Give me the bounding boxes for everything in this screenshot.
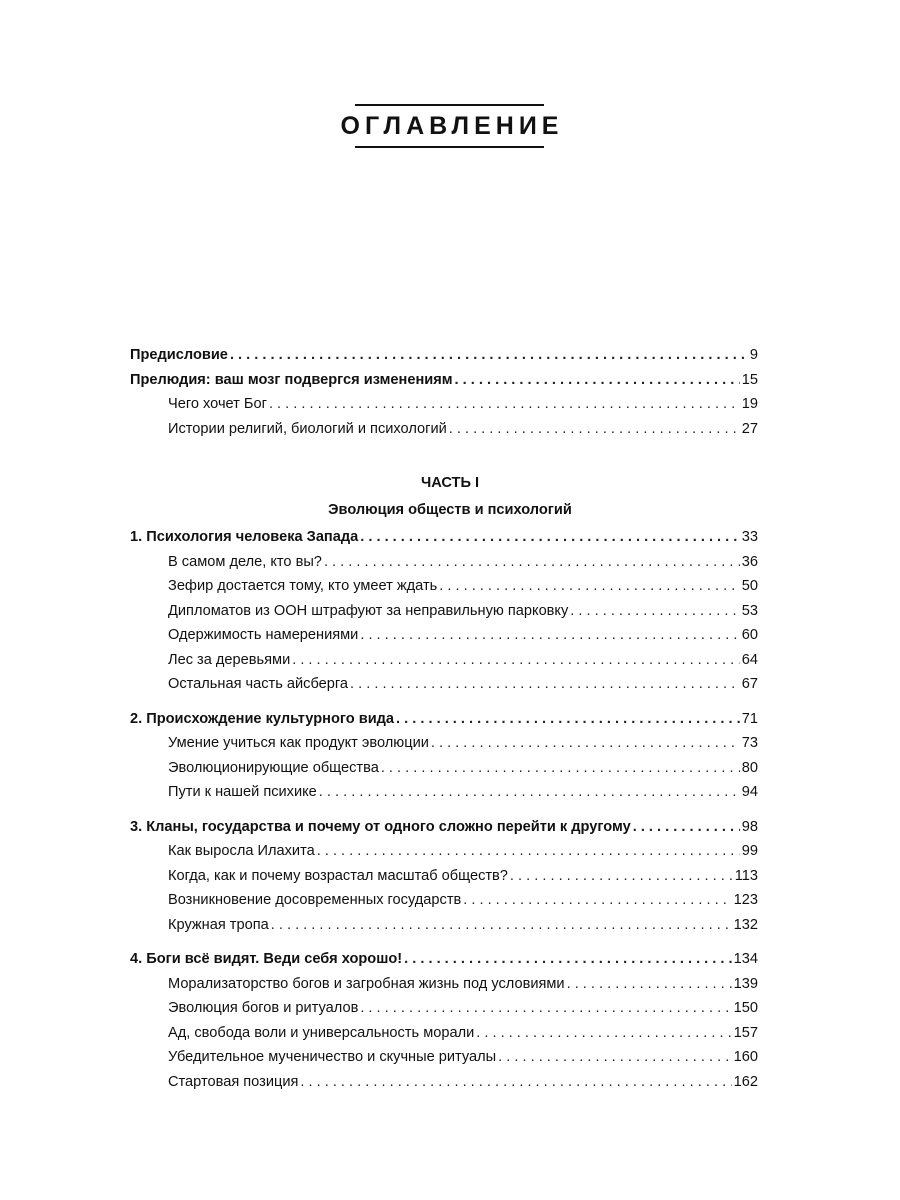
toc-entry-section[interactable]	[130, 1049, 758, 1074]
toc-entry-section[interactable]	[130, 917, 758, 942]
dot-leader	[455, 372, 740, 388]
toc-entry-title: 4. Боги всё видят. Веди себя хорошо!	[130, 951, 403, 967]
toc-entry-title: Пути к нашей психике	[168, 784, 317, 800]
toc-entry-section[interactable]	[130, 578, 758, 603]
toc-entry-section[interactable]	[130, 784, 758, 809]
dot-leader	[317, 843, 740, 859]
toc-chapter-1[interactable]	[130, 529, 758, 554]
toc-entry-page: 67	[741, 676, 758, 692]
toc-entry-section[interactable]	[130, 976, 758, 1001]
toc-entry-page: 150	[733, 1000, 758, 1016]
dot-leader	[381, 760, 740, 776]
toc-chapter-3[interactable]	[130, 819, 758, 844]
toc-entry-section[interactable]	[130, 735, 758, 760]
toc-entry-section[interactable]	[130, 892, 758, 917]
toc-entry-title: Дипломатов из ООН штрафуют за неправильную парковку	[168, 602, 569, 619]
toc-entry-title: Прелюдия: ваш мозг подвергся изменениям	[130, 371, 453, 388]
toc-entry-page: 134	[733, 951, 758, 967]
dot-leader	[463, 892, 731, 908]
toc-entry-title: Стартовая позиция	[168, 1073, 299, 1090]
toc-entry-title: Возникновение досовременных государств	[168, 892, 462, 908]
front-matter-list	[130, 347, 758, 445]
toc-entry-section[interactable]	[130, 1000, 758, 1025]
toc-entry-title: Предисловие	[130, 347, 228, 363]
dot-leader	[292, 652, 740, 668]
toc-entry-page: 157	[733, 1024, 758, 1041]
toc-chapter-4[interactable]	[130, 951, 758, 976]
toc-entry-preface[interactable]	[130, 347, 758, 372]
dot-leader	[350, 676, 740, 692]
part-heading	[130, 470, 770, 524]
toc-chapter-2[interactable]	[130, 711, 758, 736]
toc-entry-page: 94	[741, 784, 758, 800]
toc-entry-page: 64	[741, 651, 758, 668]
toc-entry-section[interactable]	[130, 843, 758, 868]
toc-entry-title: 2. Происхождение культурного вида	[130, 710, 395, 727]
toc-entry-page: 60	[741, 627, 758, 643]
toc-entry-page: 71	[741, 710, 758, 727]
chapter-gap	[130, 809, 758, 819]
toc-entry-section[interactable]	[130, 396, 758, 421]
toc-entry-title: Ад, свобода воли и универсальность морали	[168, 1024, 475, 1041]
toc-entry-title: Морализаторство богов и загробная жизнь под условиями	[168, 975, 565, 992]
toc-entry-section[interactable]	[130, 1025, 758, 1050]
toc-entry-title: 1. Психология человека Запада	[130, 529, 359, 545]
dot-leader	[404, 951, 732, 967]
toc-entry-section[interactable]	[130, 554, 758, 579]
dot-leader	[271, 917, 732, 933]
toc-entry-section[interactable]	[130, 627, 758, 652]
toc-entry-title: Остальная часть айсберга	[168, 676, 349, 692]
toc-entry-title: Эволюционирующие общества	[168, 759, 379, 776]
toc-entry-section[interactable]	[130, 603, 758, 628]
dot-leader	[439, 578, 740, 594]
dot-leader	[360, 1000, 731, 1016]
dot-leader	[570, 603, 739, 619]
toc-entry-page: 139	[733, 975, 758, 992]
toc-entry-page: 162	[733, 1073, 758, 1090]
toc-entry-page: 73	[741, 735, 758, 751]
chapters-list	[130, 529, 758, 1098]
toc-entry-title: Убедительное мученичество и скучные ритуалы	[168, 1049, 497, 1065]
toc-entry-title: Эволюция богов и ритуалов	[168, 1000, 359, 1016]
dot-leader	[567, 976, 732, 992]
dot-leader	[396, 711, 740, 727]
dot-leader	[498, 1049, 731, 1065]
toc-entry-title: 3. Кланы, государства и почему от одного сложно перейти к другому	[130, 818, 631, 835]
toc-entry-prelude[interactable]	[130, 372, 758, 397]
toc-entry-section[interactable]	[130, 421, 758, 446]
toc-entry-title: Истории религий, биологий и психологий	[168, 420, 447, 437]
toc-entry-page: 99	[741, 843, 758, 859]
toc-entry-page: 19	[741, 396, 758, 412]
toc-entry-title: Лес за деревьями	[168, 651, 291, 668]
toc-entry-section[interactable]	[130, 652, 758, 677]
toc-entry-page: 27	[741, 420, 758, 437]
toc-entry-title: Как выросла Илахита	[168, 843, 315, 859]
toc-entry-title: Зефир достается тому, кто умеет ждать	[168, 578, 438, 594]
part-label: ЧАСТЬ I	[420, 475, 480, 491]
dot-leader	[360, 627, 739, 643]
part-name: Эволюция обществ и психологий	[328, 502, 572, 518]
toc-entry-page: 98	[741, 818, 758, 835]
dot-leader	[431, 735, 740, 751]
toc-entry-page: 50	[741, 578, 758, 594]
chapter-gap	[130, 701, 758, 711]
toc-entry-page: 36	[741, 553, 758, 570]
dot-leader	[633, 819, 740, 835]
dot-leader	[324, 554, 740, 570]
toc-entry-section[interactable]	[130, 760, 758, 785]
toc-entry-page: 113	[734, 867, 758, 884]
toc-entry-page: 160	[733, 1049, 758, 1065]
toc-entry-page: 9	[749, 347, 758, 363]
dot-leader	[319, 784, 740, 800]
toc-entry-title: Умение учиться как продукт эволюции	[168, 735, 429, 751]
toc-entry-page: 15	[741, 371, 758, 388]
toc-entry-page: 132	[733, 916, 758, 933]
toc-title-frame	[340, 104, 564, 148]
toc-entry-page: 33	[741, 529, 758, 545]
toc-entry-page: 80	[741, 759, 758, 776]
toc-entry-title: Чего хочет Бог	[168, 396, 267, 412]
dot-leader	[449, 421, 740, 437]
toc-entry-page: 123	[733, 892, 758, 908]
toc-entry-section[interactable]	[130, 868, 758, 893]
toc-entry-title: Одержимость намерениями	[168, 627, 359, 643]
toc-entry-section[interactable]	[130, 1074, 758, 1099]
toc-entry-page: 53	[741, 602, 758, 619]
dot-leader	[510, 868, 733, 884]
page-title: ОГЛАВЛЕНИЕ	[340, 111, 564, 140]
chapter-gap	[130, 941, 758, 951]
dot-leader	[300, 1074, 731, 1090]
dot-leader	[360, 529, 740, 545]
dot-leader	[476, 1025, 731, 1041]
dot-leader	[269, 396, 740, 412]
toc-entry-title: Когда, как и почему возрастал масштаб обществ?	[168, 867, 508, 884]
toc-entry-title: Кружная тропа	[168, 916, 269, 933]
dot-leader	[230, 347, 748, 363]
toc-entry-title: В самом деле, кто вы?	[168, 553, 322, 570]
toc-entry-section[interactable]	[130, 676, 758, 701]
